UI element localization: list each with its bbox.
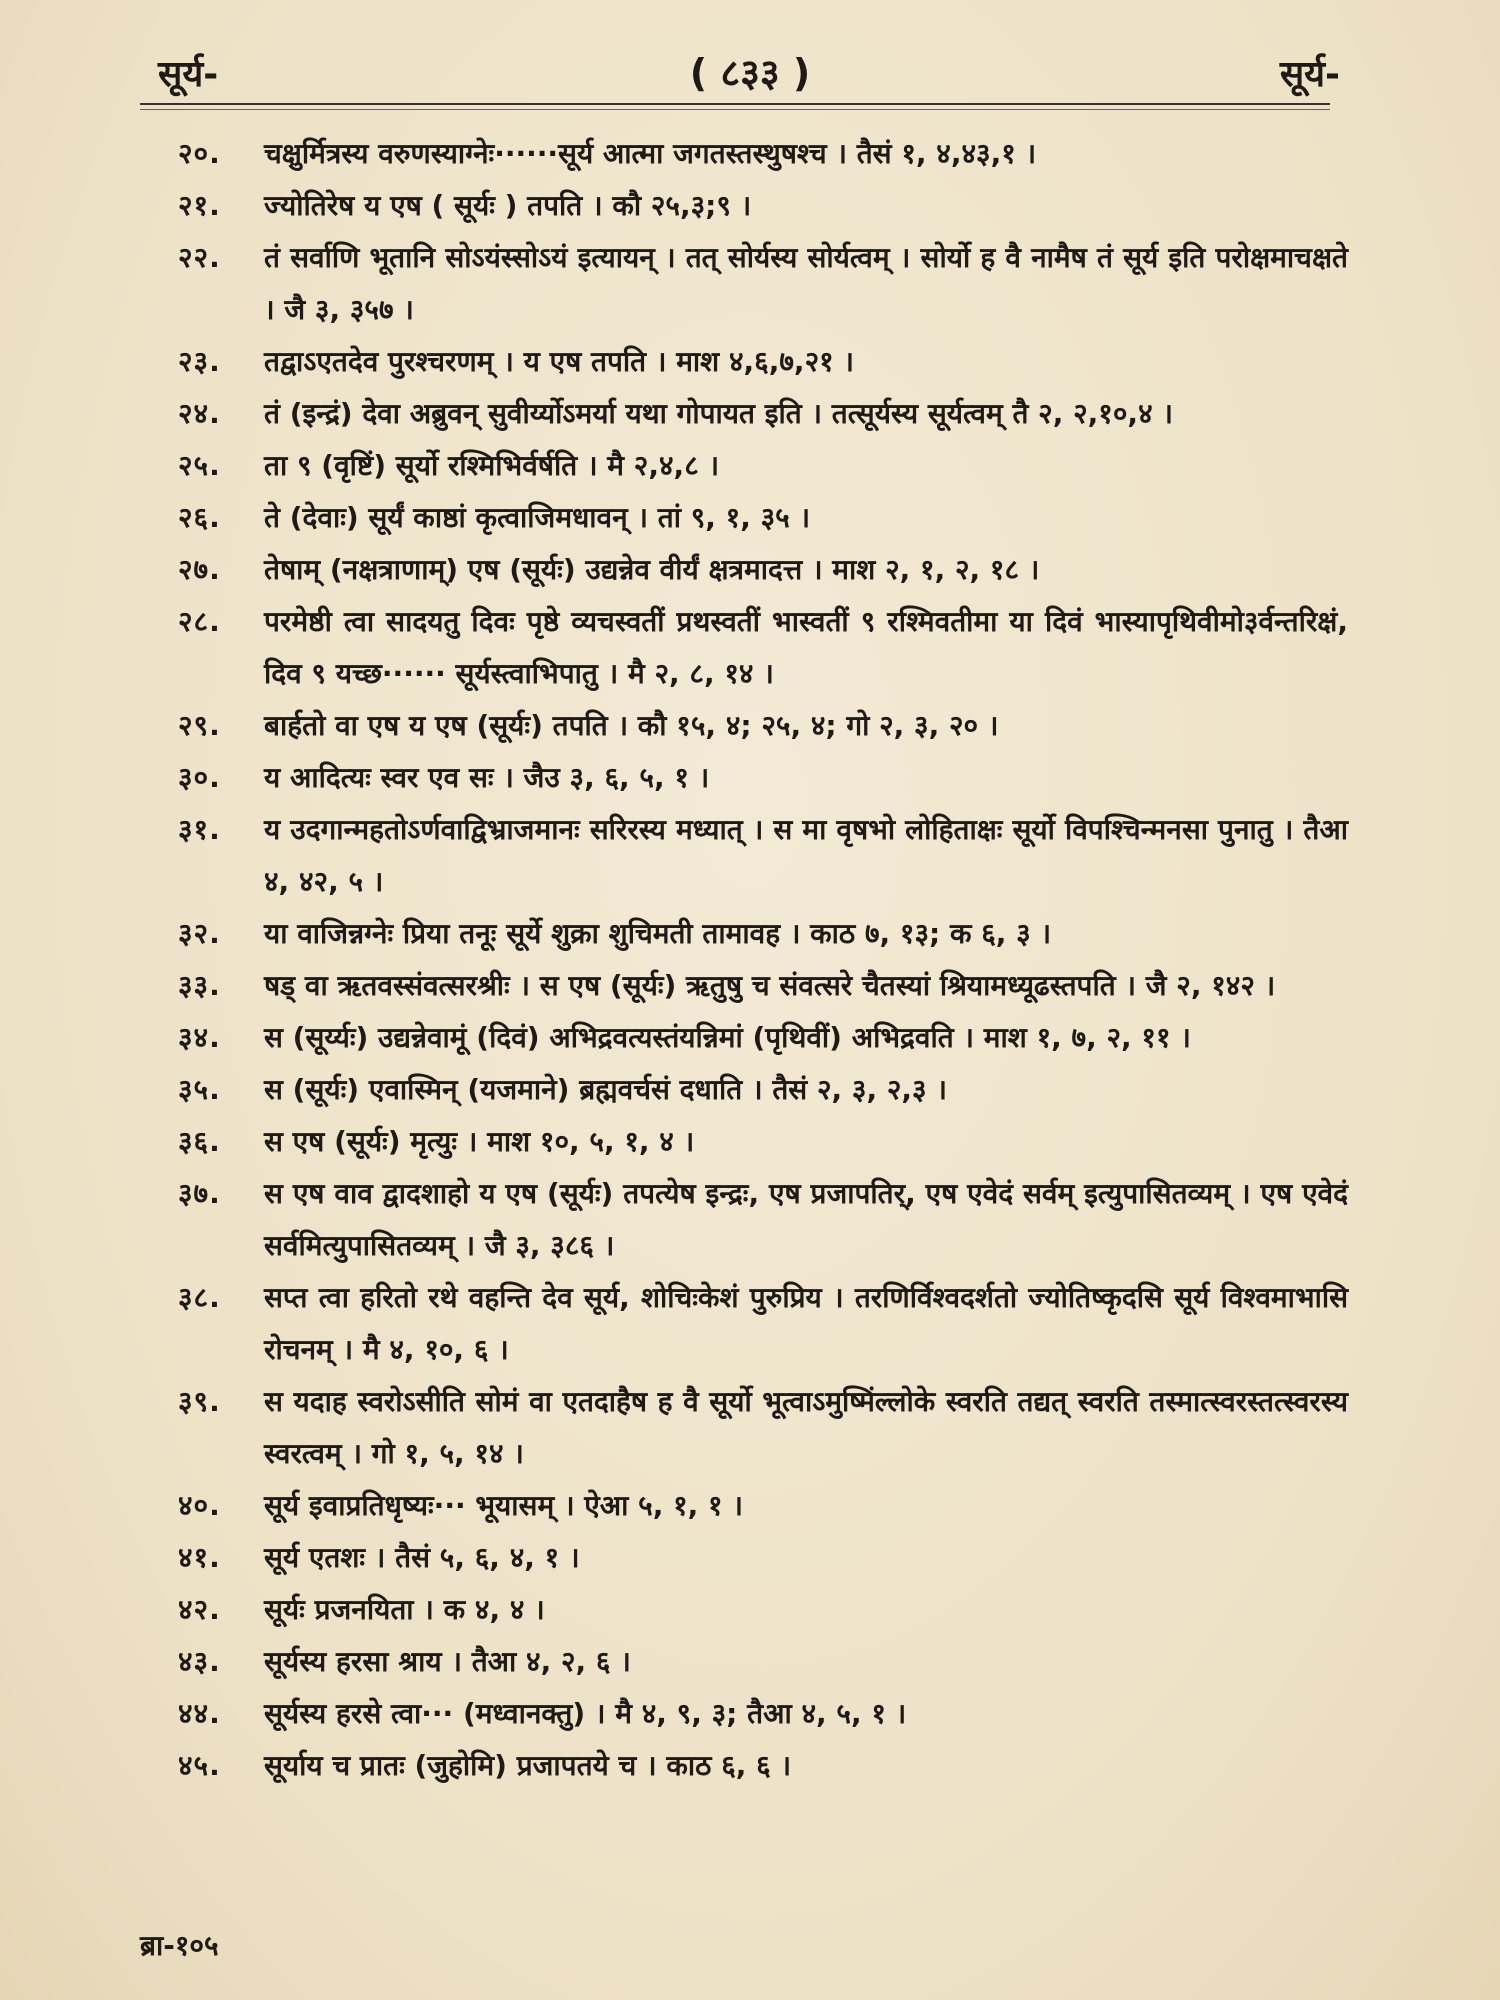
entry-text: तद्वाऽएतदेव पुरश्चरणम् । य एष तपति । माश ४,६,७,२१ । (264, 345, 855, 378)
entry-text: स (सूर्य्यः) उद्यन्नेवामूं (दिवं) अभिद्रवत्यस्तंयन्निमां (पृथिवीं) अभिद्रवति । माश १, ७, २, ११ । (264, 1021, 1191, 1054)
entry-number: २६. (178, 501, 221, 534)
entry-number: ३२. (178, 917, 221, 950)
entry-number: २०. (178, 137, 221, 170)
list-item (178, 232, 1348, 336)
list-item (178, 1376, 1348, 1480)
entry-number: २२. (178, 241, 221, 274)
entry-number: २७. (178, 553, 221, 586)
entry-number: २८. (178, 605, 221, 638)
entry-text: स यदाह स्वरोऽसीति सोमं वा एतदाहैष ह वै सूर्यो भूत्वाऽमुष्मिंल्लोके स्वरति तद्यत् स्वरति तस्मात्स्वरस्तत्स्वरस्य स्वरत्वम् । गो १, ५, १४ । (264, 1385, 1348, 1470)
entry-text: बार्हतो वा एष य एष (सूर्यः) तपति । कौ १५, ४; २५, ४; गो २, ३, २० । (264, 709, 999, 742)
list-item (178, 1064, 1348, 1116)
entry-number: ३१. (178, 813, 221, 846)
entry-number: ३९. (178, 1385, 221, 1418)
entry-number: २३. (178, 345, 221, 378)
entry-text: चक्षुर्मित्रस्य वरुणस्याग्नेः······सूर्य आत्मा जगतस्तस्थुषश्च । तैसं १, ४,४३,१ । (264, 137, 1037, 170)
header-left-keyword: सूर्य- (158, 54, 219, 95)
entry-text: तं (इन्द्रं) देवा अब्रुवन् सुवीर्य्योऽमर्या यथा गोपायत इति । तत्सूर्यस्य सूर्यत्वम् तै २, २,१०,४ । (264, 397, 1173, 430)
list-item (178, 544, 1348, 596)
header-rule (140, 103, 1330, 105)
entry-text: स एष (सूर्यः) मृत्युः । माश १०, ५, १, ४ । (264, 1125, 695, 1158)
entry-text: सूर्य एतशः । तैसं ५, ६, ४, १ । (264, 1541, 580, 1574)
header-rule-secondary (140, 109, 1330, 110)
entry-number: २१. (178, 189, 221, 222)
list-item (178, 1272, 1348, 1376)
list-item (178, 492, 1348, 544)
signature-mark: ब्रा-१०५ (140, 1929, 219, 1962)
entry-text: या वाजिन्नग्नेः प्रिया तनूः सूर्ये शुक्रा शुचिमती तामावह । काठ ७, १३; क ६, ३ । (264, 917, 1052, 950)
list-item (178, 128, 1348, 180)
header-right-keyword: सूर्य- (1279, 54, 1340, 95)
entry-number: ४२. (178, 1593, 221, 1626)
entry-text: य उदगान्महतोऽर्णवाद्विभ्राजमानः सरिरस्य मध्यात् । स मा वृषभो लोहिताक्षः सूर्यो विपश्चिन्मनसा पुनातु । तैआ ४, ४२, ५ । (264, 813, 1348, 898)
list-item (178, 960, 1348, 1012)
entry-list (178, 128, 1348, 1792)
page-header (150, 40, 1350, 110)
list-item (178, 180, 1348, 232)
entry-number: ४३. (178, 1645, 221, 1678)
entry-text: ता ९ (वृष्टिं) सूर्यो रश्मिभिर्वर्षति । मै २,४,८ । (264, 449, 720, 482)
entry-text: य आदित्यः स्वर एव सः । जैउ ३, ६, ५, १ । (264, 761, 710, 794)
list-item (178, 1480, 1348, 1532)
entry-number: ४४. (178, 1697, 221, 1730)
entry-number: ४१. (178, 1541, 221, 1574)
entry-number: ४०. (178, 1489, 221, 1522)
list-item (178, 1740, 1348, 1792)
list-item (178, 1168, 1348, 1272)
entry-text: तं सर्वाणि भूतानि सोऽयंस्सोऽयं इत्यायन् । तत् सोर्यस्य सोर्यत्वम् । सोर्यो ह वै नामैष तं सूर्य इति परोक्षमाचक्षते । जै ३, ३५७ । (264, 241, 1348, 326)
list-item (178, 752, 1348, 804)
list-item (178, 596, 1348, 700)
entry-text: सप्त त्वा हरितो रथे वहन्ति देव सूर्य, शोचिःकेशं पुरुप्रिय । तरणिर्विश्वदर्शतो ज्योतिष्कृदसि सूर्य विश्वमाभासि रोचनम् । मै ४, १०, ६ । (264, 1281, 1348, 1366)
entry-text: सूर्याय च प्रातः (जुहोमि) प्रजापतये च । काठ ६, ६ । (264, 1749, 792, 1782)
page-number: ( ८३३ ) (689, 51, 811, 95)
entry-text: ज्योतिरेष य एष ( सूर्यः ) तपति । कौ २५,३;९ । (264, 189, 752, 222)
entry-number: २५. (178, 449, 221, 482)
entry-number: ३३. (178, 969, 221, 1002)
entry-number: ४५. (178, 1749, 221, 1782)
entry-text: सूर्यः प्रजनयिता । क ४, ४ । (264, 1593, 545, 1626)
list-item (178, 440, 1348, 492)
entry-number: ३४. (178, 1021, 221, 1054)
entry-number: ३०. (178, 761, 221, 794)
entry-text: ते (देवाः) सूर्यं काष्ठां कृत्वाजिमधावन् । तां ९, १, ३५ । (264, 501, 811, 534)
list-item (178, 336, 1348, 388)
entry-text: सूर्यस्य हरसे त्वा··· (मध्वानक्तु) । मै ४, ९, ३; तैआ ४, ५, १ । (264, 1697, 907, 1730)
entry-text: परमेष्ठी त्वा सादयतु दिवः पृष्ठे व्यचस्वतीं प्रथस्वतीं भास्वतीं ९ रश्मिवतीमा या दिवं भास्यापृथिवीमो३र्वन्तरिक्षं, दिव ९ यच्छ······ सूर्यस्त्वाभिपातु । मै २, ८, १४ । (264, 605, 1348, 690)
list-item (178, 1688, 1348, 1740)
list-item (178, 908, 1348, 960)
list-item (178, 388, 1348, 440)
entry-number: २९. (178, 709, 221, 742)
entry-number: ३८. (178, 1281, 221, 1314)
entry-text: स एष वाव द्वादशाहो य एष (सूर्यः) तपत्येष इन्द्रः, एष प्रजापतिर्, एष एवेदं सर्वम् इत्युपासितव्यम् । एष एवेदं सर्वमित्युपासितव्यम् । जै ३, ३८६ । (264, 1177, 1348, 1262)
list-item (178, 1584, 1348, 1636)
list-item (178, 1636, 1348, 1688)
list-item (178, 700, 1348, 752)
entry-text: सूर्यस्य हरसा श्राय । तैआ ४, २, ६ । (264, 1645, 631, 1678)
entry-number: २४. (178, 397, 221, 430)
entry-number: ३७. (178, 1177, 221, 1210)
list-item (178, 1532, 1348, 1584)
entry-text: तेषाम् (नक्षत्राणाम्) एष (सूर्यः) उद्यन्नेव वीर्यं क्षत्रमादत्त । माश २, १, २, १८ । (264, 553, 1040, 586)
list-item (178, 1116, 1348, 1168)
entry-text: सूर्य इवाप्रतिधृष्यः··· भूयासम् । ऐआ ५, १, १ । (264, 1489, 743, 1522)
list-item (178, 1012, 1348, 1064)
list-item (178, 804, 1348, 908)
entry-number: ३५. (178, 1073, 221, 1106)
entry-text: स (सूर्यः) एवास्मिन् (यजमाने) ब्रह्मवर्चसं दधाति । तैसं २, ३, २,३ । (264, 1073, 947, 1106)
entry-number: ३६. (178, 1125, 221, 1158)
entry-text: षड् वा ऋतवस्संवत्सरश्रीः । स एष (सूर्यः) ऋतुषु च संवत्सरे चैतस्यां श्रियामध्यूढस्तपति । जै २, १४२ । (264, 969, 1276, 1002)
